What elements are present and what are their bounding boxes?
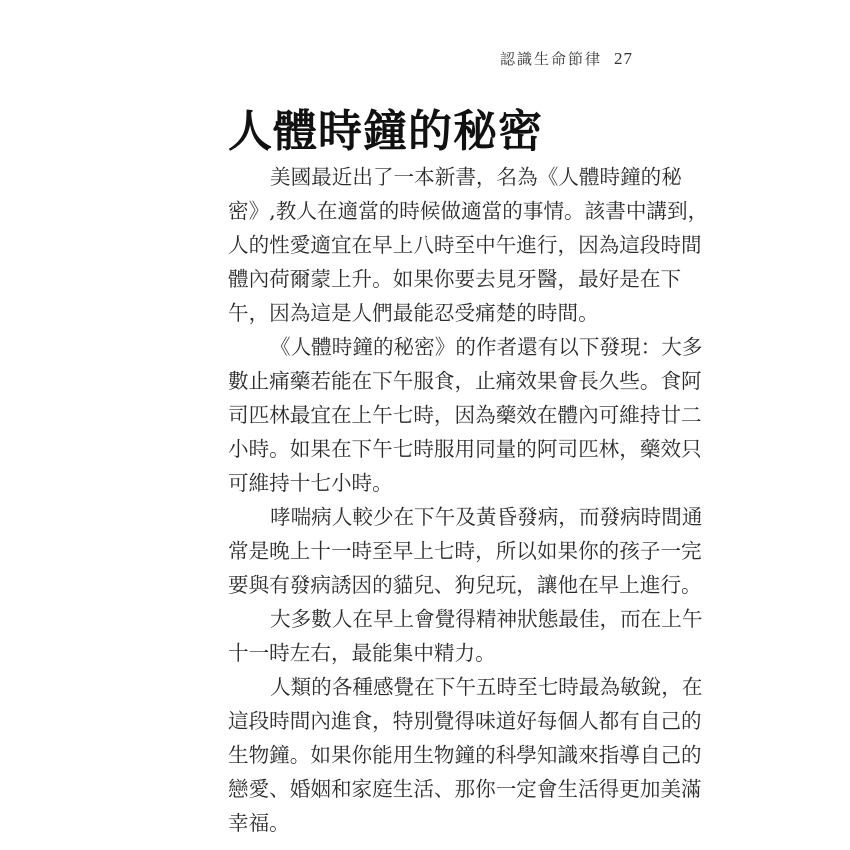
text-line: 午，因為這是人們最能忍受痛楚的時間。: [228, 301, 599, 325]
text-line: 生物鐘。如果你能用生物鐘的科學知識來指導自己的: [228, 743, 702, 767]
running-header: [500, 48, 650, 69]
text-line: 數止痛藥若能在下午服食，止痛效果會長久些。食阿: [228, 369, 702, 393]
chapter-title: 人體時鐘的秘密: [228, 106, 543, 157]
text-line: 小時。如果在下午七時服用同量的阿司匹林，藥效只: [228, 437, 702, 461]
text-line: 十一時左右，最能集中精力。: [228, 641, 496, 665]
text-line: 可維持十七小時。: [228, 471, 393, 495]
text-line: 常是晚上十一時至早上七時，所以如果你的孩子一完: [228, 539, 702, 563]
text-line: 人的性愛適宜在早上八時至中午進行，因為這段時間: [228, 233, 702, 257]
running-title: 認識生命節律: [500, 50, 603, 68]
text-line: 《人體時鐘的秘密》的作者還有以下發現：大多: [270, 335, 703, 359]
text-line: 幸福。: [228, 811, 290, 835]
text-line: 哮喘病人較少在下午及黃昏發病，而發病時間通: [270, 505, 703, 529]
text-line: 密》,教人在適當的時候做適當的事情。該書中講到，: [228, 199, 709, 223]
text-line: 要與有發病誘因的貓兒、狗兒玩，讓他在早上進行。: [228, 573, 702, 597]
text-line: 司匹林最宜在上午七時，因為藥效在體內可維持廿二: [228, 403, 702, 427]
text-line: 美國最近出了一本新書，名為《人體時鐘的秘: [270, 165, 682, 189]
body-text: [228, 160, 709, 840]
text-line: 這段時間內進食，特別覺得味道好每個人都有自己的: [228, 709, 702, 733]
text-line: 戀愛、婚姻和家庭生活、那你一定會生活得更加美滿: [228, 777, 702, 801]
page-number: 27: [614, 49, 634, 68]
text-line: 大多數人在早上會覺得精神狀態最佳，而在上午: [270, 607, 703, 631]
text-line: 體內荷爾蒙上升。如果你要去見牙醫，最好是在下: [228, 267, 682, 291]
text-line: 人類的各種感覺在下午五時至七時最為敏銳，在: [270, 675, 703, 699]
